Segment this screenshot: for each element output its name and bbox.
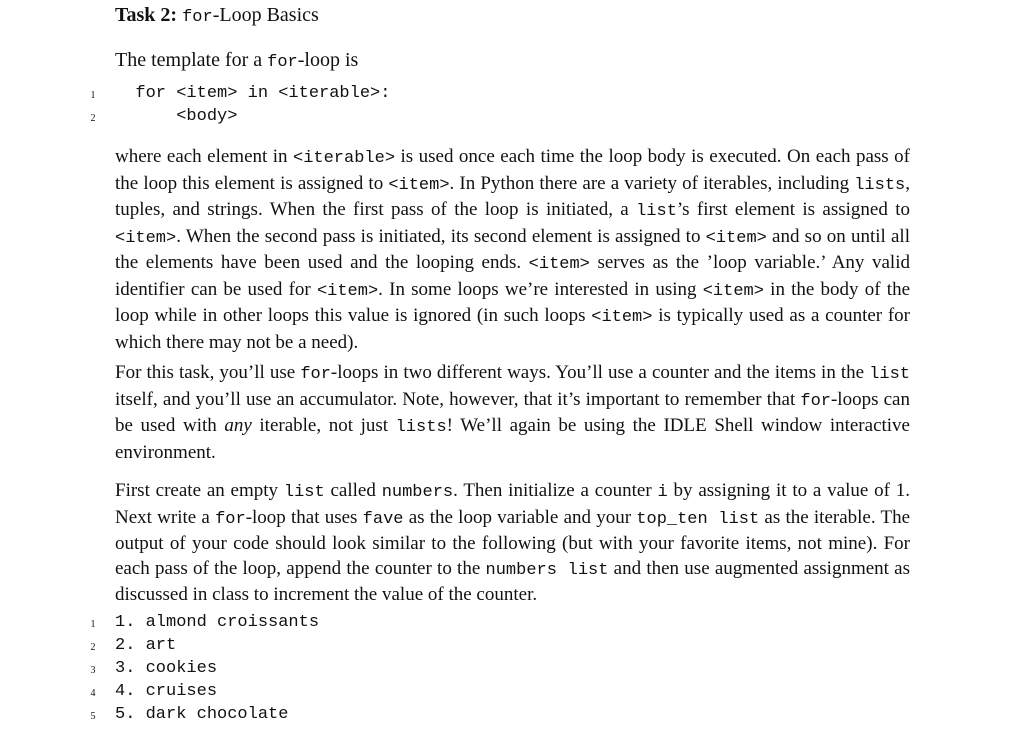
- task-heading-rest: -Loop Basics: [212, 4, 319, 26]
- line-number: 2: [90, 642, 96, 653]
- text-run: , tuples, and strings. When the first pass of the loop is initiated, a: [115, 172, 910, 220]
- text-run: For this task, you’ll use: [115, 362, 301, 383]
- code-line: [0, 82, 1024, 105]
- line-number: 3: [90, 665, 96, 676]
- inline-code: <item>: [591, 308, 653, 327]
- inline-code: numbers list: [485, 560, 609, 580]
- inline-code: <iterable>: [293, 149, 396, 168]
- template-code-block: [0, 82, 1024, 128]
- text-run: First create an empty: [115, 480, 284, 501]
- code-line: [0, 634, 1024, 657]
- task-overview-paragraph: [115, 361, 910, 465]
- inline-code: numbers: [381, 483, 454, 502]
- inline-code: for: [300, 365, 331, 384]
- inline-code: list: [869, 365, 910, 384]
- code-text: <body>: [115, 107, 238, 126]
- inline-code: i: [657, 483, 668, 502]
- line-number: 1: [90, 619, 96, 630]
- code-line: [0, 680, 1024, 703]
- inline-code: <item>: [702, 281, 764, 301]
- task-label: Task 2:: [115, 4, 178, 26]
- inline-code: list: [283, 483, 325, 502]
- line-number: 4: [90, 688, 96, 699]
- code-text: 4. cruises: [115, 682, 218, 701]
- intro-code: for: [267, 53, 298, 72]
- task-heading: [115, 3, 319, 30]
- text-run: as the loop variable and your: [403, 506, 637, 528]
- text-run: -loops can be used with: [115, 388, 910, 436]
- text-run: . In some loops we’re interested in using: [378, 278, 703, 300]
- inline-code: lists: [395, 418, 447, 437]
- text-run: is typically used as a counter for which there may not be a need).: [115, 305, 910, 353]
- text-run: by assigning it to a value of 1. Next write a: [115, 480, 911, 528]
- code-line: [0, 657, 1024, 680]
- code-text: 3. cookies: [115, 659, 218, 678]
- output-code-block: [0, 611, 1024, 726]
- template-intro: [115, 48, 358, 75]
- text-run: as the iterable. The output of your code should look similar to the following (but with your favorite items, not mine). For each pass of the loop, append the counter to the: [115, 506, 911, 579]
- text-run: ’s first element is assigned to: [676, 199, 910, 220]
- text-run: ! We’ll again be using the IDLE Shell window interactive environment.: [115, 415, 910, 463]
- inline-code: top_ten list: [636, 509, 760, 529]
- inline-code: lists: [854, 175, 906, 195]
- line-number: 5: [90, 711, 96, 722]
- line-number: 1: [90, 90, 96, 101]
- emphasis: any: [224, 415, 252, 436]
- inline-code: for: [800, 391, 831, 411]
- inline-code: <item>: [316, 281, 379, 301]
- inline-code: <item>: [528, 255, 590, 274]
- code-text: 5. dark chocolate: [115, 705, 289, 724]
- text-run: iterable, not just: [251, 415, 396, 436]
- text-run: is used once each time the loop body is executed. On each pass of the loop this element is assigned to: [115, 146, 910, 194]
- code-text: 2. art: [115, 636, 177, 655]
- inline-code: for: [215, 509, 246, 529]
- inline-code: list: [636, 202, 677, 221]
- code-line: [0, 105, 1024, 128]
- instructions-paragraph: [115, 479, 910, 608]
- text-run: in the body of the loop while in other loops this value is ignored (in such loops: [115, 278, 911, 326]
- inline-code: <item>: [115, 228, 177, 248]
- text-run: . When the second pass is initiated, its second element is assigned to: [176, 225, 706, 247]
- intro-text: The template for a: [115, 49, 268, 71]
- text-run: . In Python there are a variety of iterables, including: [449, 172, 855, 194]
- text-run: called: [324, 480, 382, 501]
- task-heading-code: for: [182, 8, 213, 27]
- iterable-explanation-paragraph: [115, 145, 910, 355]
- text-run: where each element in: [115, 146, 293, 167]
- text-run: -loop that uses: [245, 506, 363, 528]
- text-run: . Then initialize a counter: [453, 480, 658, 501]
- text-run: itself, and you’ll use an accumulator. Note, however, that it’s important to remember that: [115, 388, 801, 410]
- code-line: [0, 611, 1024, 634]
- inline-code: fave: [362, 509, 404, 529]
- inline-code: <item>: [388, 175, 450, 195]
- line-number: 2: [90, 113, 96, 124]
- code-text: for <item> in <iterable>:: [115, 84, 391, 103]
- code-line: [0, 703, 1024, 726]
- intro-text-post: -loop is: [297, 49, 359, 71]
- text-run: and then use augmented assignment as discussed in class to increment the value of the counter.: [115, 557, 911, 605]
- code-text: 1. almond croissants: [115, 613, 320, 632]
- text-run: and so on until all the elements have been used and the looping ends.: [115, 225, 910, 273]
- inline-code: <item>: [705, 228, 767, 248]
- text-run: -loops in two different ways. You’ll use a counter and the items in the: [330, 362, 870, 383]
- text-run: serves as the ’loop variable.’ Any valid identifier can be used for: [115, 252, 910, 300]
